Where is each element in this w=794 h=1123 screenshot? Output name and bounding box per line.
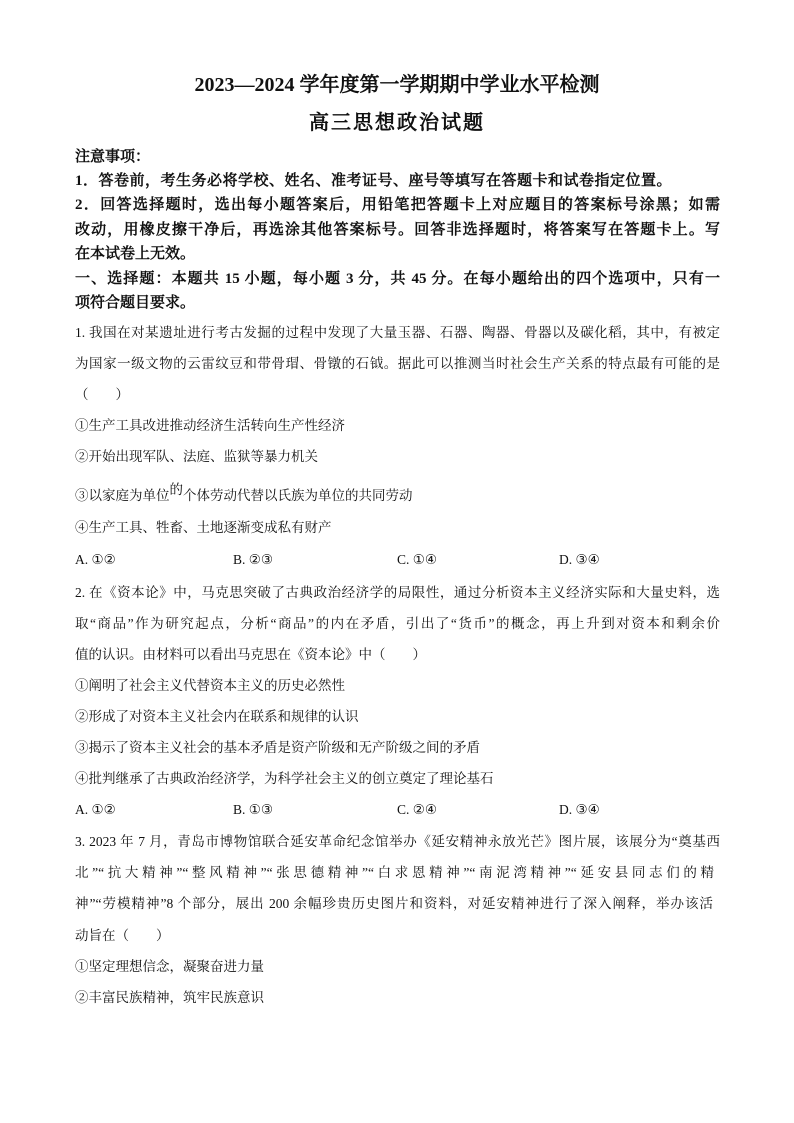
exam-title: 2023—2024 学年度第一学期期中学业水平检测 xyxy=(194,74,600,96)
question-2-stem-line: 值的认识。由材料可以看出马克思在《资本论》中（ ） xyxy=(75,647,426,662)
question-1-answer-blank: （ ） xyxy=(75,387,129,402)
question-2-statement-2: ②形成了对资本主义社会内在联系和规律的认识 xyxy=(75,709,359,724)
question-1-option-d: D. ③④ xyxy=(559,552,600,567)
notice-line: 改动，用橡皮擦干净后，再选涂其他答案标号。回答非选择题时，将答案写在答题卡上。写 xyxy=(75,222,720,238)
question-3-stem-line: 3. 2023 年 7 月，青岛市博物馆联合延安革命纪念馆举办《延安精神永放光芒》图片展，该展分为“奠基西 xyxy=(75,834,720,849)
question-2-statement-4: ④批判继承了古典政治经济学，为科学社会主义的创立奠定了理论基石 xyxy=(75,771,494,786)
question-2-stem-line: 2. 在《资本论》中，马克思突破了古典政治经济学的局限性，通过分析资本主义经济实际和大量史料，选 xyxy=(75,585,720,600)
question-2-statement-1: ①阐明了社会主义代替资本主义的历史必然性 xyxy=(75,678,345,693)
statement-text: ③以家庭为单位 xyxy=(75,488,170,503)
question-2-stem-line: 取“商品”作为研究起点，分析“商品”的内在矛盾，引出了“货币”的概念，再上升到对资本和剩余价 xyxy=(75,616,720,631)
question-1-option-b: B. ②③ xyxy=(233,552,273,567)
question-3-statement-1: ①坚定理想信念，凝聚奋进力量 xyxy=(75,959,264,974)
question-2-statement-3: ③揭示了资本主义社会的基本矛盾是资产阶级和无产阶级之间的矛盾 xyxy=(75,740,480,755)
question-1-stem-line: 1. 我国在对某遗址进行考古发掘的过程中发现了大量玉器、石器、陶器、骨器以及碳化稻，其中，有被定 xyxy=(75,325,720,340)
question-1-statement-3 xyxy=(75,482,720,506)
statement-text: 个体劳动代替以氏族为单位的共同劳动 xyxy=(183,488,413,503)
notice-line: 在本试卷上无效。 xyxy=(75,246,196,262)
question-1-option-c: C. ①④ xyxy=(397,552,437,567)
question-2-option-b: B. ①③ xyxy=(233,802,273,817)
question-3-statement-2: ②丰富民族精神，筑牢民族意识 xyxy=(75,990,264,1005)
question-1-statement-4: ④生产工具、牲畜、土地逐渐变成私有财产 xyxy=(75,520,332,535)
notice-line: 2．回答选择题时，选出每小题答案后，用铅笔把答题卡上对应题目的答案标号涂黑；如需 xyxy=(75,197,720,213)
question-3-stem-line: 神”“劳模精神”8 个部分，展出 200 余幅珍贵历史图片和资料，对延安精神进行了深入阐释，举办该活 xyxy=(75,896,713,911)
statement-raised-char: 的 xyxy=(169,482,183,497)
question-2-option-a: A. ①② xyxy=(75,802,116,817)
notice-line: 1．答卷前，考生务必将学校、姓名、准考证号、座号等填写在答题卡和试卷指定位置。 xyxy=(75,173,673,189)
notice-heading: 注意事项： xyxy=(75,149,151,165)
question-1-statement-1: ①生产工具改进推动经济生活转向生产性经济 xyxy=(75,418,345,433)
question-2-option-d: D. ③④ xyxy=(559,802,600,817)
question-1-statement-2: ②开始出现军队、法庭、监狱等暴力机关 xyxy=(75,449,318,464)
question-2-option-c: C. ②④ xyxy=(397,802,437,817)
exam-subtitle: 高三思想政治试题 xyxy=(309,112,485,134)
section-heading-line: 项符合题目要求。 xyxy=(75,295,196,311)
question-1-stem-line: 为国家一级文物的云雷纹豆和带骨瑁、骨镦的石钺。据此可以推测当时社会生产关系的特点最有可能的是 xyxy=(75,356,720,371)
section-heading-line: 一、选择题：本题共 15 小题，每小题 3 分，共 45 分。在每小题给出的四个选项中，只有一 xyxy=(75,271,720,287)
question-3-stem-line: 北”“抗大精神”“整风精神”“张思德精神”“白求恩精神”“南泥湾精神”“延安县同志们的精 xyxy=(75,865,714,880)
question-3-stem-line: 动旨在（ ） xyxy=(75,928,170,943)
question-1-option-a: A. ①② xyxy=(75,552,116,567)
